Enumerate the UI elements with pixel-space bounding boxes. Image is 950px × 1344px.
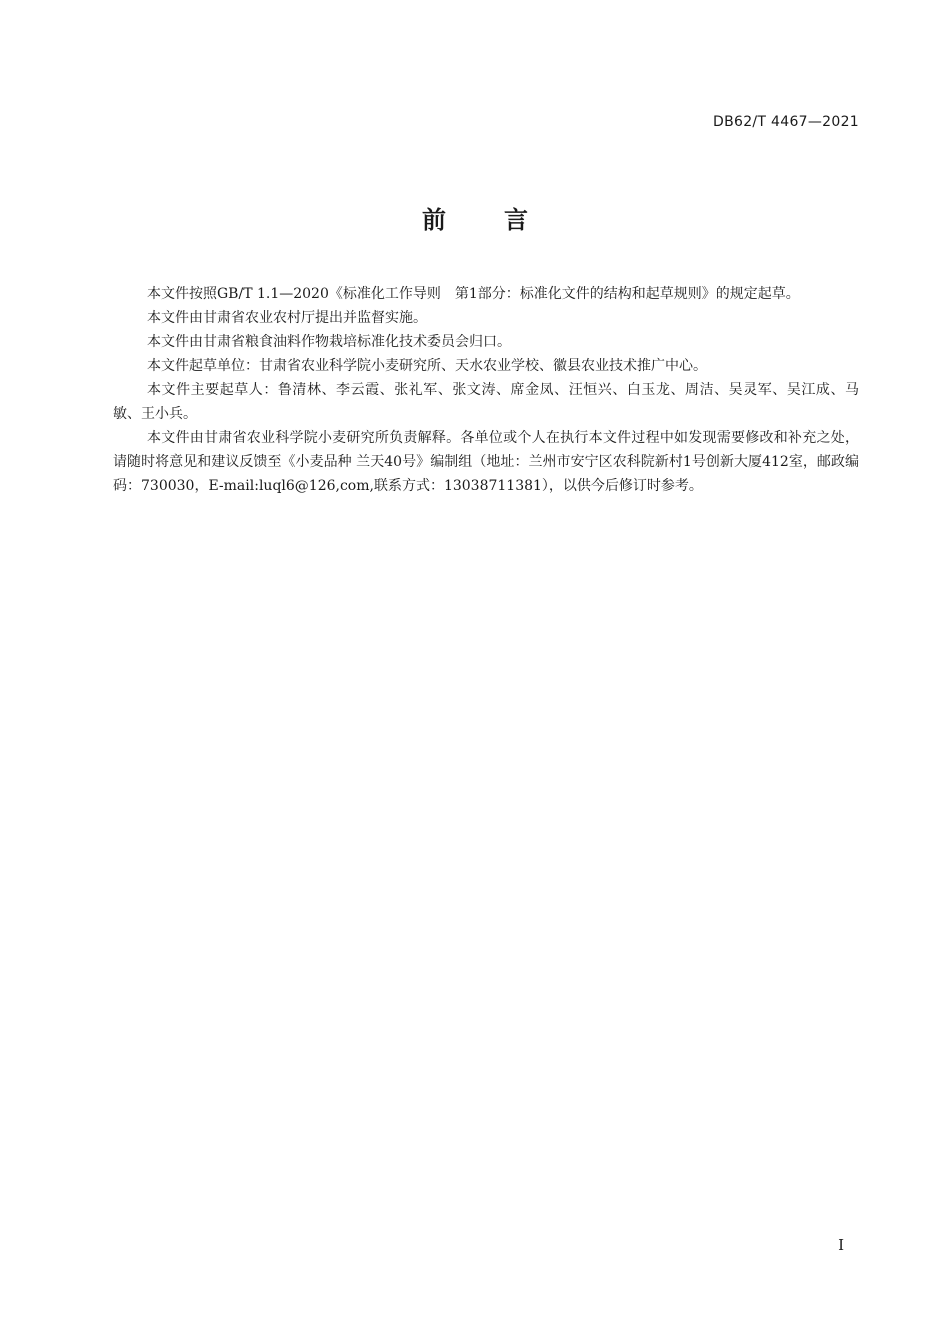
paragraph-drafters: 本文件主要起草人：鲁清林、李云霞、张礼军、张文涛、席金凤、汪恒兴、白玉龙、周洁、吴灵军、吴江成、马敏、王小兵。 — [113, 382, 859, 422]
page-title: 前言 — [422, 206, 586, 234]
paragraph-drafting-rules: 本文件按照GB/T 1.1—2020《标准化工作导则 第1部分：标准化文件的结构和起草规则》的规定起草。 — [147, 286, 800, 302]
paragraph-drafting-units: 本文件起草单位：甘肃省农业科学院小麦研究所、天水农业学校、徽县农业技术推广中心。 — [147, 358, 707, 374]
paragraph-proposer: 本文件由甘肃省农业农村厅提出并监督实施。 — [147, 310, 427, 326]
document-code: DB62/T 4467—2021 — [713, 114, 859, 130]
paragraph-committee: 本文件由甘肃省粮食油料作物栽培标准化技术委员会归口。 — [147, 334, 511, 350]
document-body — [113, 282, 859, 498]
paragraph-interpretation: 本文件由甘肃省农业科学院小麦研究所负责解释。各单位或个人在执行本文件过程中如发现需要修改和补充之处，请随时将意见和建议反馈至《小麦品种 兰天40号》编制组（地址：兰州市安宁区农科院新村1号创新大厦412室，邮政编码：730030，E-mail:luql6@126,com,联系方式：13038711381），以供今后修订时参考。 — [113, 430, 859, 494]
page-number: I — [838, 1236, 844, 1254]
